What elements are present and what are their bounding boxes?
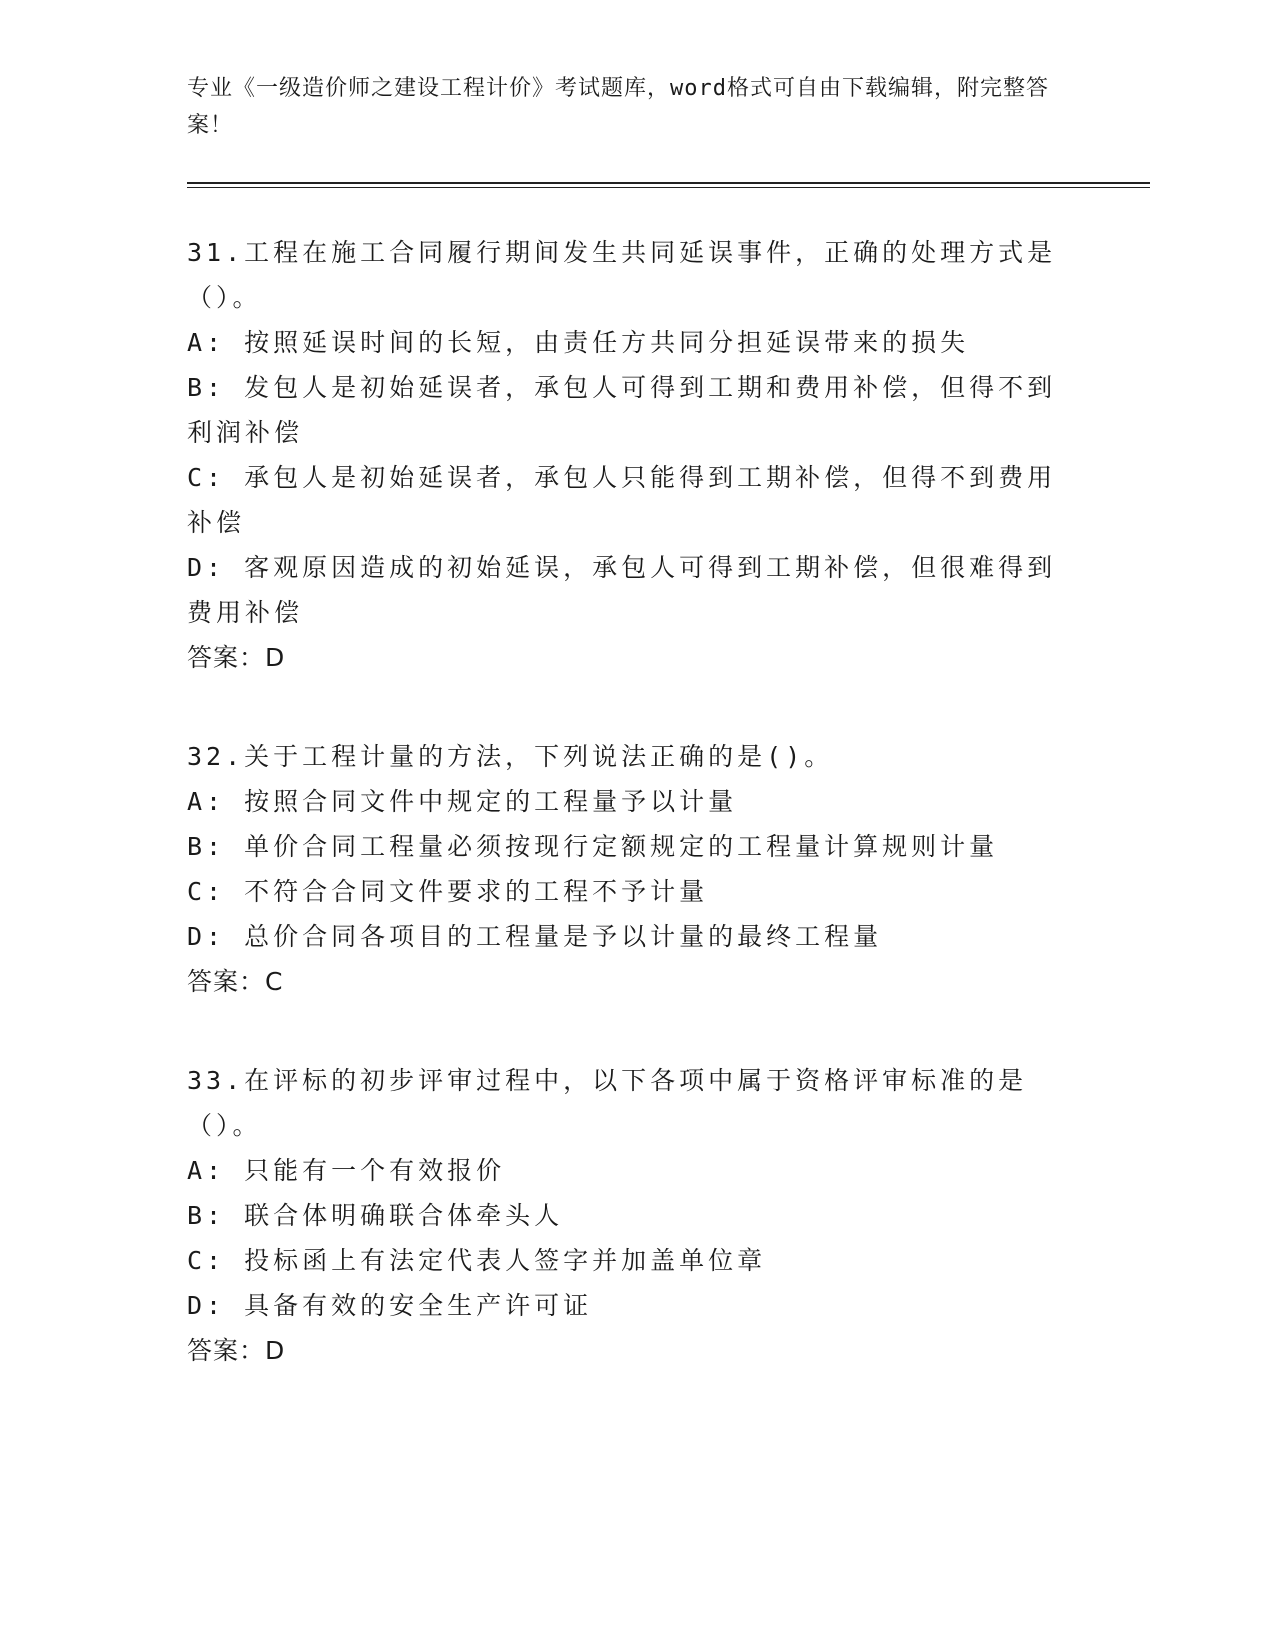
option-d: D: 总价合同各项目的工程量是予以计量的最终工程量 bbox=[187, 922, 883, 951]
option-a: A: 只能有一个有效报价 bbox=[187, 1156, 506, 1185]
question-stem: 31.工程在施工合同履行期间发生共同延误事件，正确的处理方式是（）。 bbox=[187, 238, 1057, 312]
option-b: B: 联合体明确联合体牵头人 bbox=[187, 1201, 564, 1230]
question-stem: 33.在评标的初步评审过程中，以下各项中属于资格评审标准的是（）。 bbox=[187, 1066, 1028, 1140]
option-d: D: 客观原因造成的初始延误，承包人可得到工期补偿，但很难得到费用补偿 bbox=[187, 553, 1057, 627]
option-a: A: 按照合同文件中规定的工程量予以计量 bbox=[187, 787, 738, 816]
option-c: C: 不符合合同文件要求的工程不予计量 bbox=[187, 877, 709, 906]
option-b: B: 发包人是初始延误者，承包人可得到工期和费用补偿，但得不到利润补偿 bbox=[187, 373, 1057, 447]
header-divider bbox=[187, 182, 1150, 188]
option-b: B: 单价合同工程量必须按现行定额规定的工程量计算规则计量 bbox=[187, 832, 999, 861]
question-32 bbox=[187, 734, 1087, 1004]
document-page bbox=[187, 70, 1087, 1427]
answer-line: 答案：C bbox=[187, 967, 284, 996]
question-33 bbox=[187, 1058, 1087, 1373]
option-a: A: 按照延误时间的长短，由责任方共同分担延误带来的损失 bbox=[187, 328, 970, 357]
question-31 bbox=[187, 230, 1087, 680]
divider-thin-line bbox=[187, 187, 1150, 188]
document-header: 专业《一级造价师之建设工程计价》考试题库，word格式可自由下载编辑，附完整答案！ bbox=[187, 76, 1049, 138]
option-c: C: 承包人是初始延误者，承包人只能得到工期补偿，但得不到费用补偿 bbox=[187, 463, 1057, 537]
answer-line: 答案：D bbox=[187, 643, 286, 672]
question-stem: 32.关于工程计量的方法，下列说法正确的是()。 bbox=[187, 742, 834, 771]
answer-line: 答案：D bbox=[187, 1336, 286, 1365]
option-c: C: 投标函上有法定代表人签字并加盖单位章 bbox=[187, 1246, 767, 1275]
option-d: D: 具备有效的安全生产许可证 bbox=[187, 1291, 593, 1320]
question-list bbox=[187, 230, 1087, 1373]
